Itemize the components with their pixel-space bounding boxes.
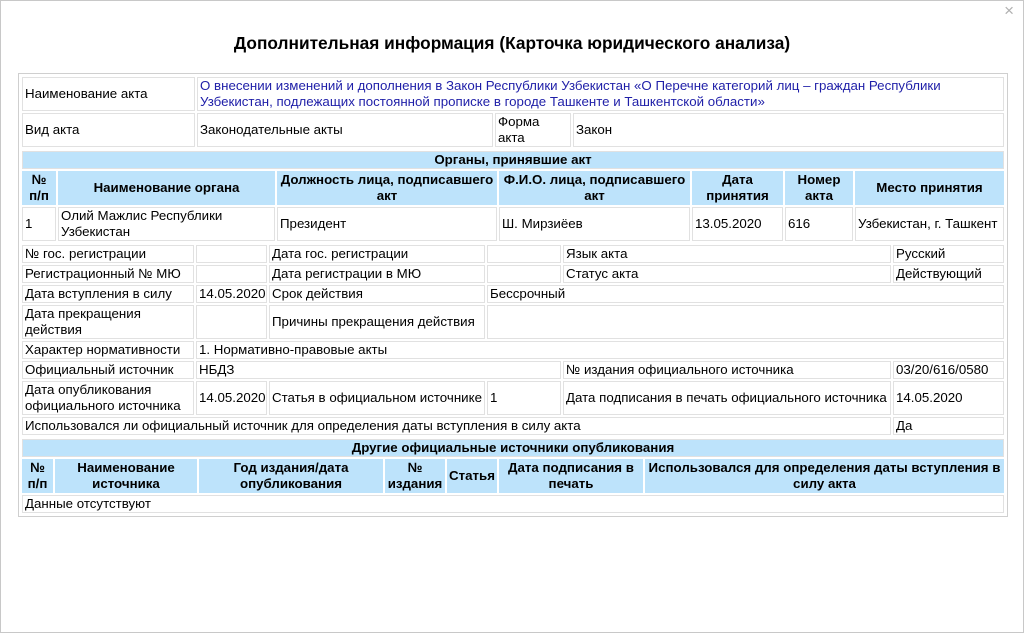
term-label: Срок действия bbox=[269, 285, 485, 303]
act-form-value: Закон bbox=[573, 113, 1004, 147]
empty-state-text: Данные отсутствуют bbox=[22, 495, 1004, 513]
end-date-label: Дата прекращения действия bbox=[22, 305, 194, 339]
organs-cell-position: Президент bbox=[277, 207, 497, 241]
other-sources-table bbox=[20, 437, 1006, 515]
details-table bbox=[20, 243, 1006, 437]
end-reason-value bbox=[487, 305, 1004, 339]
edition-no-label: № издания официального источника bbox=[563, 361, 891, 379]
used-for-date-value: Да bbox=[893, 417, 1004, 435]
act-info-table bbox=[20, 75, 1006, 149]
act-name-label: Наименование акта bbox=[22, 77, 195, 111]
mju-date-label: Дата регистрации в МЮ bbox=[269, 265, 485, 283]
legal-analysis-card bbox=[18, 73, 1008, 517]
pub-date-value: 14.05.2020 bbox=[196, 381, 267, 415]
used-for-date-label: Использовался ли официальный источник для определения даты вступления в силу акта bbox=[22, 417, 891, 435]
organs-col-number: Номер акта bbox=[785, 171, 853, 205]
dialog-title: Дополнительная информация (Карточка юридического анализа) bbox=[233, 33, 791, 53]
other-col-used: Использовался для определения даты вступления в силу акта bbox=[645, 459, 1004, 493]
act-name-value[interactable]: О внесении изменений и дополнения в Закон Республики Узбекистан «О Перечне категорий лиц – граждан Республики Узбекистан, подлежащих постоянной прописке в городе Ташкенте и Ташкентской области» bbox=[197, 77, 1004, 111]
act-type-label: Вид акта bbox=[22, 113, 195, 147]
language-label: Язык акта bbox=[563, 245, 891, 263]
organs-table bbox=[20, 149, 1006, 243]
other-col-article: Статья bbox=[447, 459, 497, 493]
table-row bbox=[22, 207, 1004, 241]
end-date-value bbox=[196, 305, 267, 339]
organs-section-title: Органы, принявшие акт bbox=[22, 151, 1004, 169]
organs-col-num: № п/п bbox=[22, 171, 56, 205]
pub-date-label: Дата опубликования официального источника bbox=[22, 381, 194, 415]
effective-date-label: Дата вступления в силу bbox=[22, 285, 194, 303]
other-col-num: № п/п bbox=[22, 459, 53, 493]
act-form-label: Форма акта bbox=[495, 113, 571, 147]
other-col-edition: № издания bbox=[385, 459, 445, 493]
organs-cell-number: 616 bbox=[785, 207, 853, 241]
gos-reg-no-value bbox=[196, 245, 267, 263]
organs-cell-place: Узбекистан, г. Ташкент bbox=[855, 207, 1004, 241]
organs-cell-date: 13.05.2020 bbox=[692, 207, 783, 241]
organs-col-date: Дата принятия bbox=[692, 171, 783, 205]
organs-col-place: Место принятия bbox=[855, 171, 1004, 205]
edition-no-value: 03/20/616/0580 bbox=[893, 361, 1004, 379]
other-sources-section-title: Другие официальные источники опубликования bbox=[22, 439, 1004, 457]
gos-reg-date-label: Дата гос. регистрации bbox=[269, 245, 485, 263]
status-value: Действующий bbox=[893, 265, 1004, 283]
effective-date-value: 14.05.2020 bbox=[196, 285, 267, 303]
organs-cell-signer: Ш. Мирзиёев bbox=[499, 207, 690, 241]
article-label: Статья в официальном источнике bbox=[269, 381, 485, 415]
status-label: Статус акта bbox=[563, 265, 891, 283]
organs-cell-name: Олий Мажлис Республики Узбекистан bbox=[58, 207, 275, 241]
gos-reg-no-label: № гос. регистрации bbox=[22, 245, 194, 263]
source-label: Официальный источник bbox=[22, 361, 194, 379]
other-col-year: Год издания/дата опубликования bbox=[199, 459, 383, 493]
other-col-source-name: Наименование источника bbox=[55, 459, 197, 493]
act-type-value: Законодательные акты bbox=[197, 113, 493, 147]
source-value: НБДЗ bbox=[196, 361, 561, 379]
close-icon[interactable]: × bbox=[1004, 1, 1014, 20]
term-value: Бессрочный bbox=[487, 285, 1004, 303]
organs-col-position: Должность лица, подписавшего акт bbox=[277, 171, 497, 205]
organs-cell-num: 1 bbox=[22, 207, 56, 241]
mju-no-label: Регистрационный № МЮ bbox=[22, 265, 194, 283]
mju-date-value bbox=[487, 265, 561, 283]
print-date-label: Дата подписания в печать официального источника bbox=[563, 381, 891, 415]
normativity-value: 1. Нормативно-правовые акты bbox=[196, 341, 1004, 359]
normativity-label: Характер нормативности bbox=[22, 341, 194, 359]
gos-reg-date-value bbox=[487, 245, 561, 263]
organs-col-name: Наименование органа bbox=[58, 171, 275, 205]
article-value: 1 bbox=[487, 381, 561, 415]
organs-col-signer: Ф.И.О. лица, подписавшего акт bbox=[499, 171, 690, 205]
print-date-value: 14.05.2020 bbox=[893, 381, 1004, 415]
other-col-print-date: Дата подписания в печать bbox=[499, 459, 643, 493]
end-reason-label: Причины прекращения действия bbox=[269, 305, 485, 339]
language-value: Русский bbox=[893, 245, 1004, 263]
mju-no-value bbox=[196, 265, 267, 283]
